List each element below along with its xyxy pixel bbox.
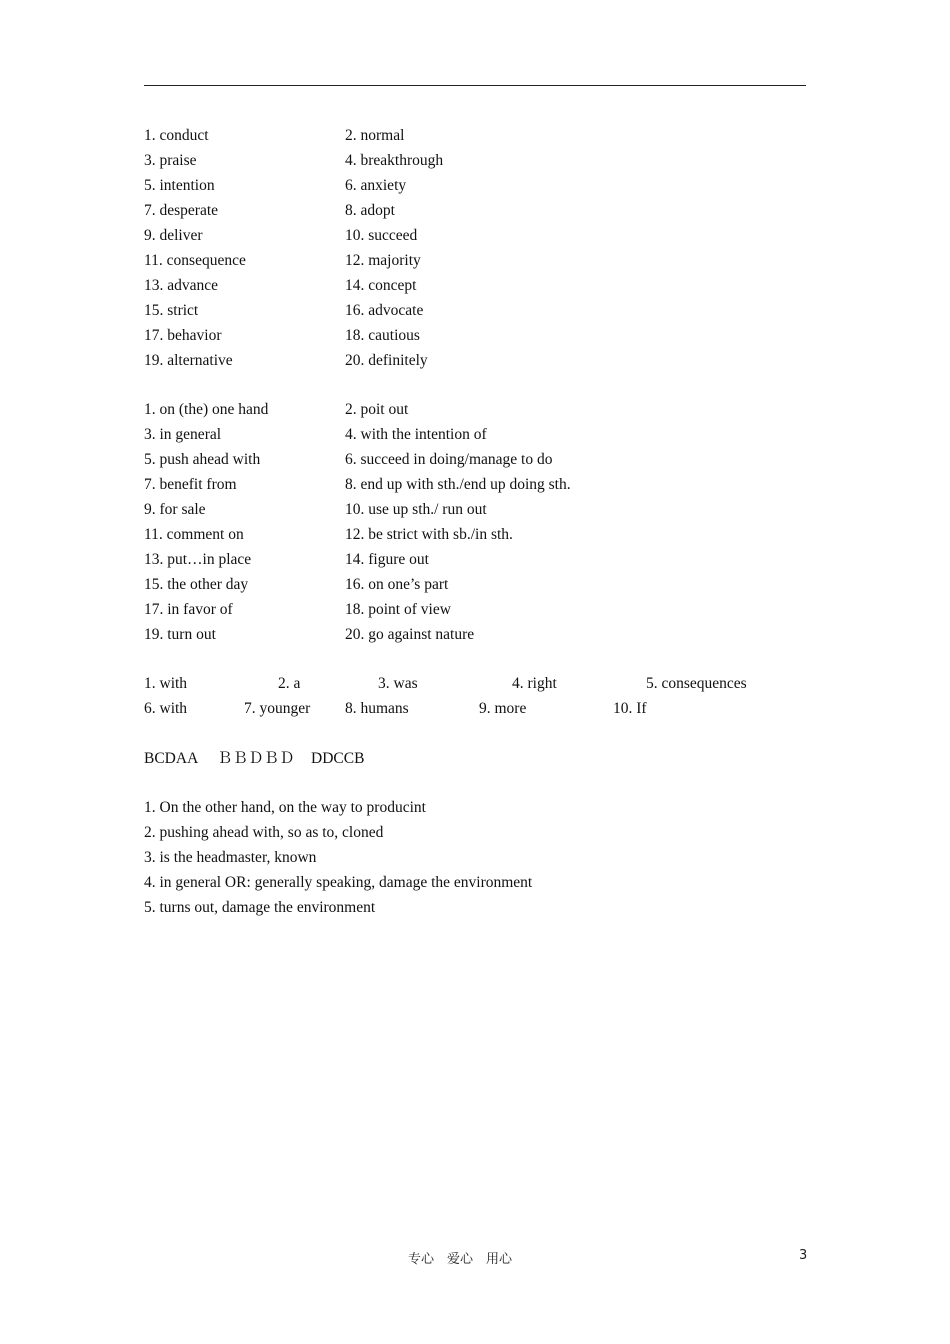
answer-item: 17. behavior xyxy=(144,327,222,344)
answer-item: 7. desperate xyxy=(144,202,219,219)
answer-item: 7. younger xyxy=(244,700,311,717)
answer-item: 1. conduct xyxy=(144,127,209,144)
answer-item: 11. comment on xyxy=(144,526,244,543)
answer-item: 2. normal xyxy=(345,127,405,144)
answer-item: 10. use up sth./ run out xyxy=(345,501,487,518)
answer-item: 16. advocate xyxy=(345,302,424,319)
answer-item: 3. is the headmaster, known xyxy=(144,849,317,866)
answer-item: 8. adopt xyxy=(345,202,395,219)
answer-item: 5. intention xyxy=(144,177,215,194)
answer-item: 15. strict xyxy=(144,302,199,319)
answer-item: 9. for sale xyxy=(144,501,206,518)
answer-item: 6. succeed in doing/manage to do xyxy=(345,451,553,468)
answer-item: 15. the other day xyxy=(144,576,249,593)
footer-motto: 专心 爱心 用心 xyxy=(408,1252,513,1267)
answer-item: 12. be strict with sb./in sth. xyxy=(345,526,513,543)
answer-item: 14. concept xyxy=(345,277,417,294)
answer-item: 1. on (the) one hand xyxy=(144,401,269,418)
answer-item: 2. a xyxy=(278,675,301,692)
answer-item: 6. with xyxy=(144,700,188,717)
answer-item: 7. benefit from xyxy=(144,476,237,493)
answer-item: 11. consequence xyxy=(144,252,246,269)
answer-item: 8. humans xyxy=(345,700,409,717)
answer-item: 18. point of view xyxy=(345,601,451,618)
answer-group: DDCCB xyxy=(311,750,365,767)
answer-item: 18. cautious xyxy=(345,327,420,344)
answer-item: 13. advance xyxy=(144,277,219,294)
answer-group: BCDAA xyxy=(144,750,199,767)
answer-group: ＢＢＤＢＤ xyxy=(217,750,295,767)
answer-item: 19. turn out xyxy=(144,626,216,643)
answer-item: 10. succeed xyxy=(345,227,418,244)
answer-item: 13. put…in place xyxy=(144,551,252,568)
answer-item: 17. in favor of xyxy=(144,601,233,618)
answer-item: 4. right xyxy=(512,675,557,692)
answer-item: 16. on one’s part xyxy=(345,576,449,593)
answer-item: 3. in general xyxy=(144,426,222,443)
answer-item: 9. deliver xyxy=(144,227,203,244)
answer-item: 14. figure out xyxy=(345,551,429,568)
answer-item: 19. alternative xyxy=(144,352,233,369)
answer-item: 4. with the intention of xyxy=(345,426,487,443)
answer-item: 20. go against nature xyxy=(345,626,475,643)
answer-item: 20. definitely xyxy=(345,352,428,369)
answer-item: 9. more xyxy=(479,700,527,717)
answer-item: 5. push ahead with xyxy=(144,451,261,468)
answer-item: 10. If xyxy=(613,700,647,717)
answer-item: 8. end up with sth./end up doing sth. xyxy=(345,476,571,493)
answer-item: 3. was xyxy=(378,675,418,692)
answer-item: 1. On the other hand, on the way to producint xyxy=(144,799,426,816)
answer-item: 12. majority xyxy=(345,252,421,269)
answer-item: 1. with xyxy=(144,675,188,692)
answer-item: 6. anxiety xyxy=(345,177,407,194)
answer-item: 3. praise xyxy=(144,152,197,169)
answer-item: 4. in general OR: generally speaking, damage the environment xyxy=(144,874,533,891)
answer-item: 2. pushing ahead with, so as to, cloned xyxy=(144,824,384,841)
page-number: 3 xyxy=(799,1248,808,1263)
answer-item: 2. poit out xyxy=(345,401,409,418)
answer-item: 5. turns out, damage the environment xyxy=(144,899,376,916)
header-rule xyxy=(144,85,806,86)
answer-item: 4. breakthrough xyxy=(345,152,444,169)
answer-item: 5. consequences xyxy=(646,675,747,692)
